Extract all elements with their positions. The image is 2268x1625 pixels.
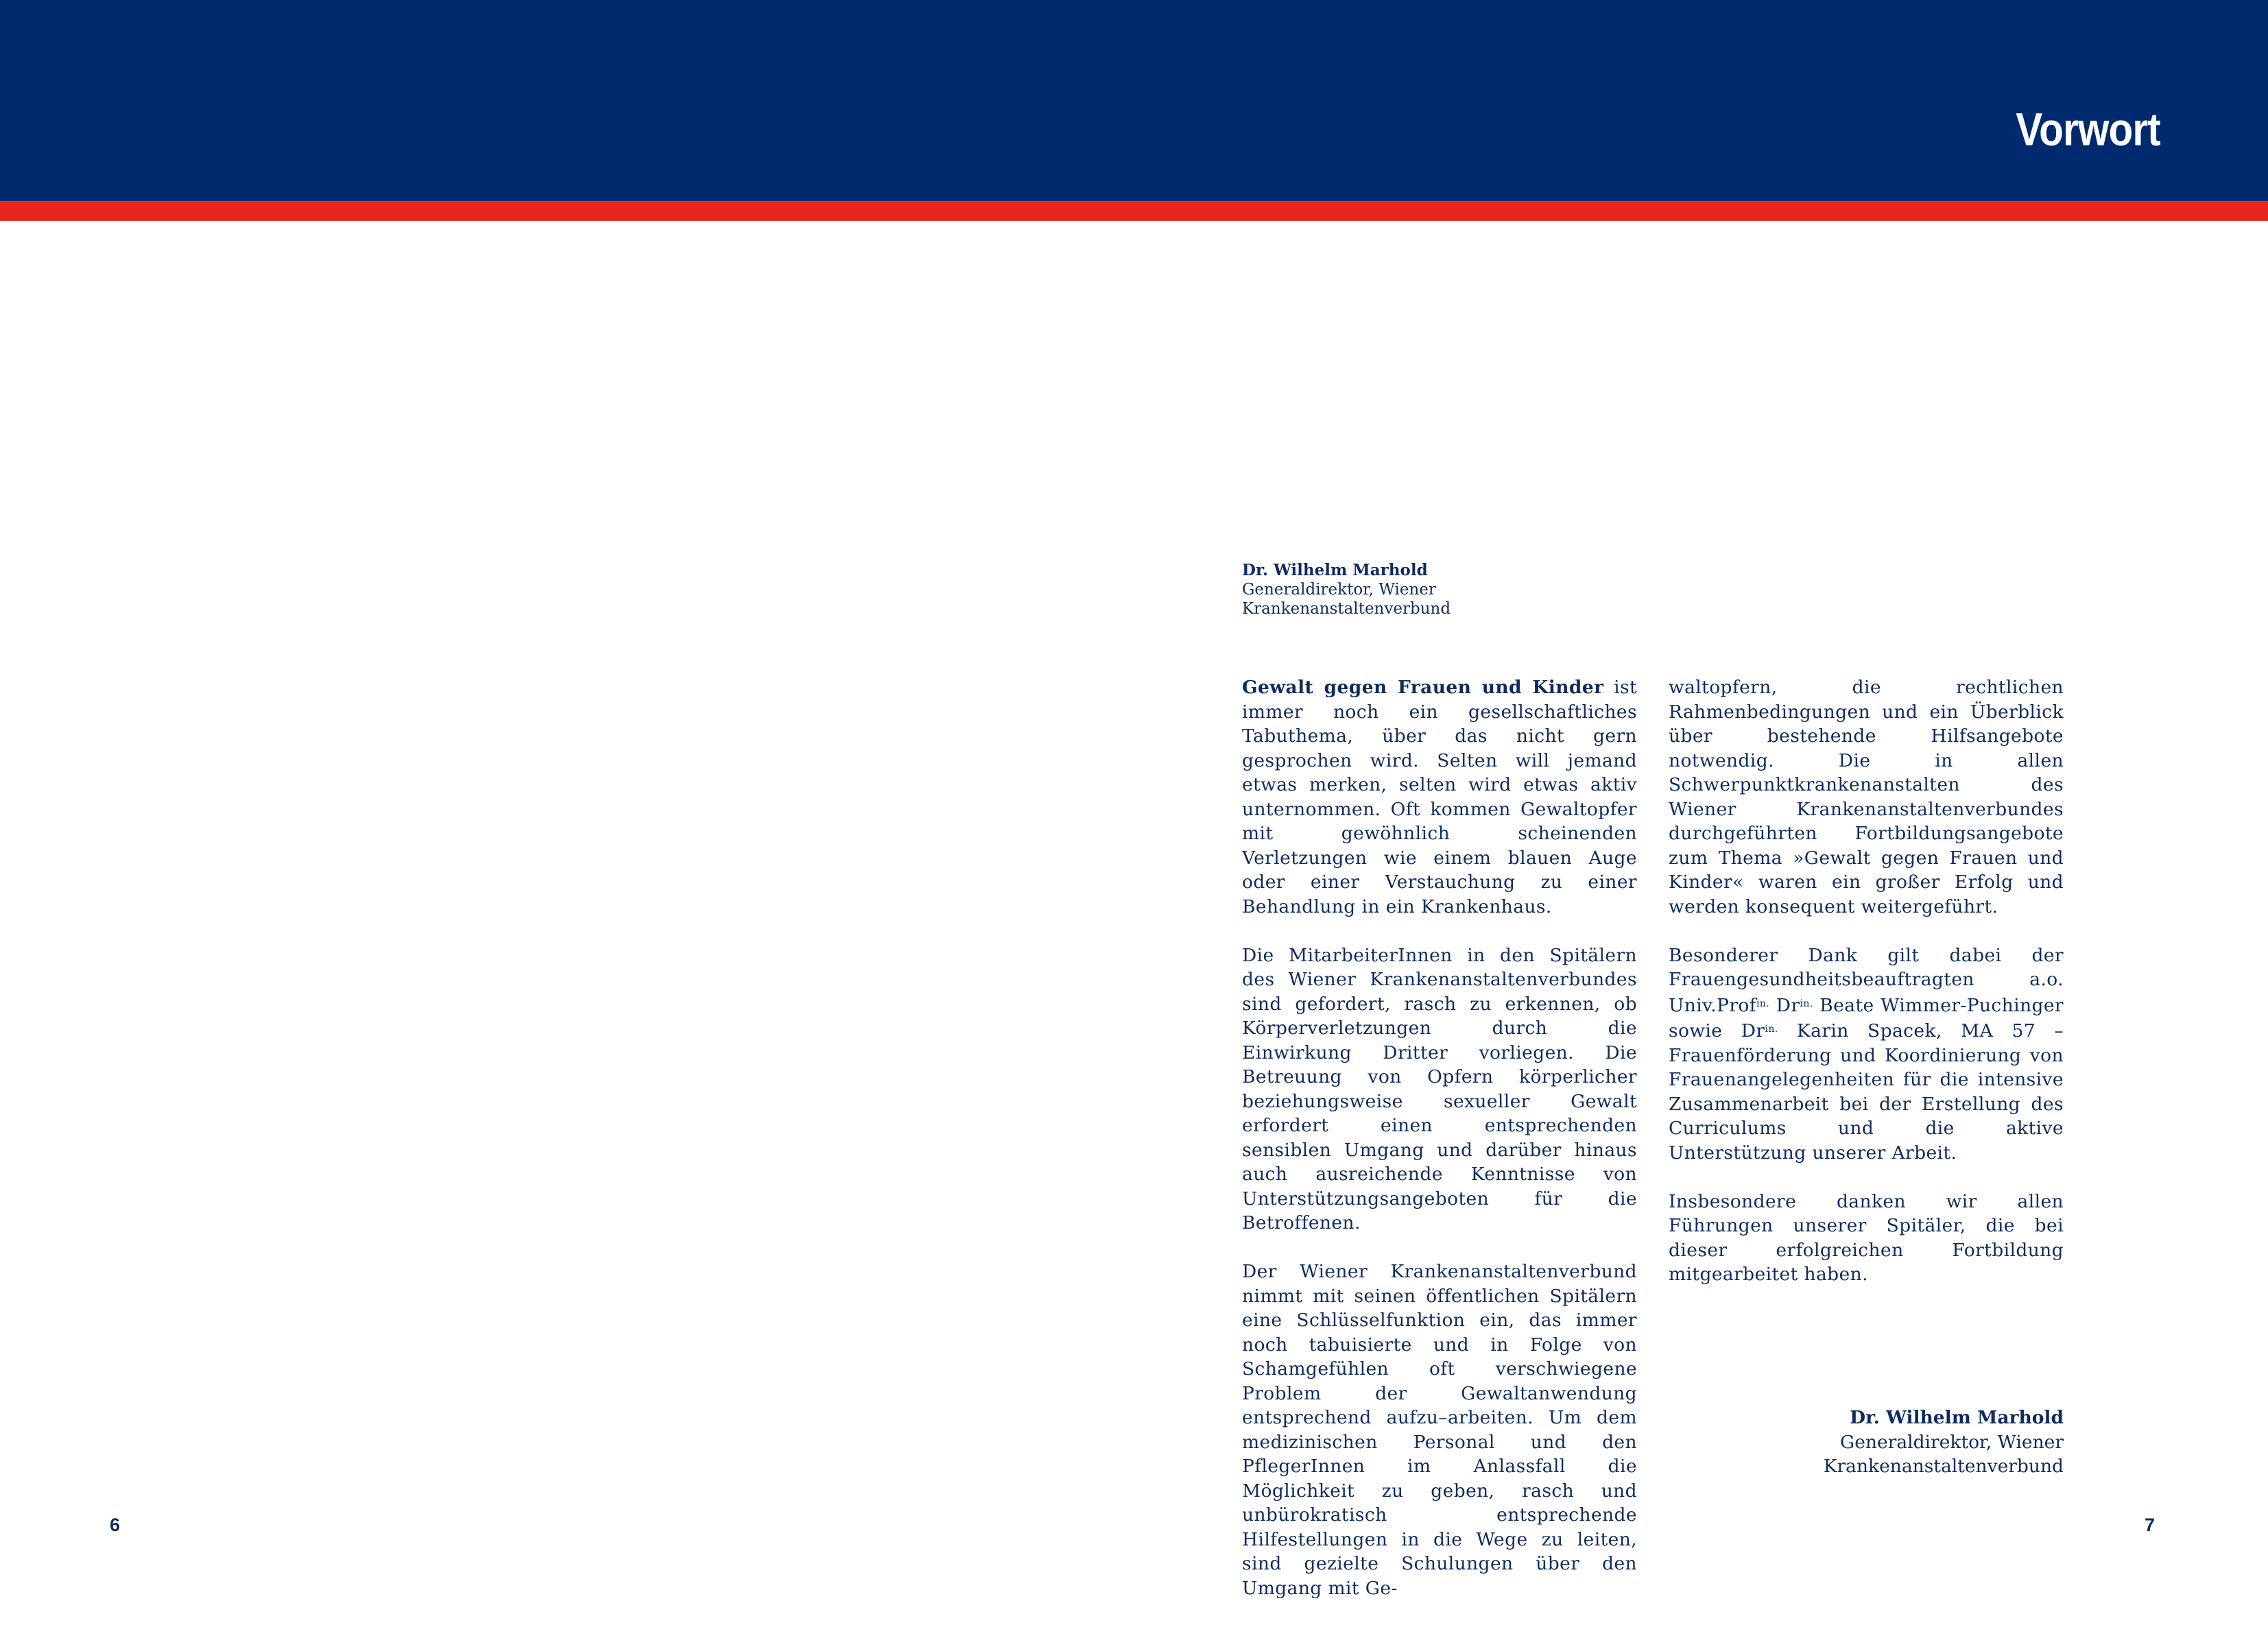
signature-role-line2: Krankenanstaltenverbund — [1823, 1456, 2064, 1477]
paragraph-1-text: ist immer noch ein gesellschaftliches Tabuthema, über das nicht gern gesprochen wird. Selten will jemand etwas merken, selten wird etwas aktiv unternommen. Oft kommen Gewaltopfer mit gewöhnlich scheinenden Verletzungen wie einem blauen Auge oder einer Verstauchung zu einer Behandlung in ein Krankenhaus. — [1242, 677, 1638, 917]
header-red-stripe — [0, 201, 2268, 221]
paragraph-2: Die MitarbeiterInnen in den Spitälern des Wiener Krankenanstaltenverbundes sind gefordert, rasch zu erkennen, ob Körperverletzungen durch die Einwirkung Dritter vorliegen. Die Betreuung von Opfern körperlicher beziehungsweise sexueller Gewalt erfordert einen entsprechenden sensiblen Umgang und darüber hinaus auch ausreichende Kenntnisse von Unterstützungsangeboten für die Betroffenen. — [1242, 944, 1637, 1233]
caption-name: Dr. Wilhelm Marhold — [1242, 561, 1428, 579]
caption-role-line1: Generaldirektor, Wiener — [1242, 581, 1436, 599]
paragraph-6: Insbesondere danken wir allen Führungen unserer Spitäler, die bei dieser erfolgreichen Fortbildung mitgearbeitet haben. — [1669, 1190, 2064, 1285]
paragraph-3: Der Wiener Krankenanstaltenverbund nimmt mit seinen öffentlichen Spitälern eine Schlüsselfunktion ein, das immer noch tabuisierte und in Folge von Schamgefühlen oft verschwiegene Problem der Gewaltanwendung entsprechend aufzu–arbeiten. Um dem medizinischen Personal und den PflegerInnen im Anlassfall die Möglichkeit zu geben, rasch und unbürokratisch entsprechende Hilfestellungen in die Wege zu leiten, sind gezielte Schulungen über den Umgang mit Ge- — [1242, 1261, 1637, 1599]
page-title: Vorwort — [2016, 104, 2160, 156]
paragraph-5 — [1669, 943, 2064, 1166]
header-band — [0, 0, 2268, 201]
paragraph-5-text-c: Beate Wimmer-Puchinger sowie Dr — [1669, 994, 2064, 1042]
caption-role-line2: Krankenanstaltenverbund — [1242, 600, 1451, 618]
superscript: in. — [1765, 1024, 1778, 1035]
signature-block — [1824, 1406, 2064, 1479]
lead-phrase: Gewalt gegen Frauen und Kinder — [1242, 677, 1604, 698]
paragraph-5-text-a: Besonderer Dank gilt dabei der Frauengesundheitsbeauftragten a.o. Univ.Prof — [1669, 944, 2064, 1016]
text-column-left — [1242, 675, 1637, 1625]
paragraph-1 — [1242, 675, 1637, 919]
page-number-left: 6 — [110, 1515, 121, 1535]
paragraph-5-text-b: Dr — [1769, 994, 1800, 1016]
text-column-right — [1669, 675, 2064, 1311]
page-number-right: 7 — [2145, 1515, 2156, 1535]
paragraph-5-text-d: Karin Spacek, MA 57 – Frauenförderung und Koordinierung von Frauenangelegenheiten für die intensive Zusammenarbeit bei der Erstellung des Curriculums und die aktive Unterstützung unserer Arbeit. — [1669, 1020, 2064, 1164]
paragraph-4: waltopfern, die rechtlichen Rahmenbedingungen und ein Überblick über bestehende Hilfsangebote notwendig. Die in allen Schwerpunktkrankenanstalten des Wiener Krankenanstaltenverbundes durchgeführten Fortbildungsangebote zum Thema »Gewalt gegen Frauen und Kinder« waren ein großer Erfolg und werden konsequent weitergeführt. — [1669, 677, 2064, 917]
superscript: in. — [1756, 998, 1770, 1009]
signature-role-line1: Generaldirektor, Wiener — [1840, 1431, 2064, 1453]
superscript: in. — [1800, 998, 1813, 1009]
signature-name: Dr. Wilhelm Marhold — [1850, 1407, 2064, 1428]
author-caption — [1242, 561, 1451, 618]
